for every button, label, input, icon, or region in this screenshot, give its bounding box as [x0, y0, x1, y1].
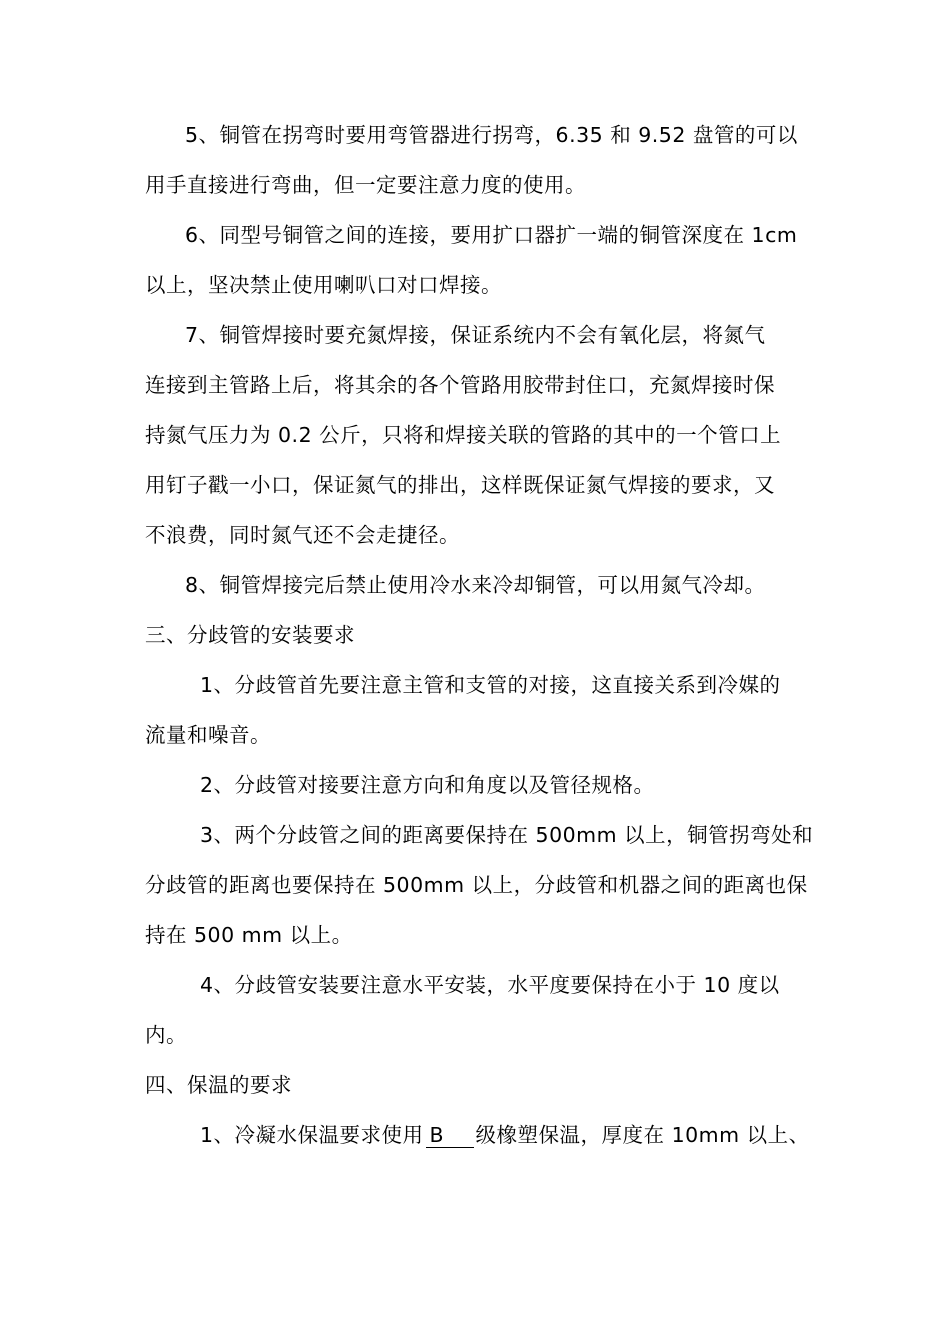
text-line: 8、铜管焊接完后禁止使用冷水来冷却铜管，可以用氮气冷却。 — [185, 573, 766, 597]
text-line: 用手直接进行弯曲，但一定要注意力度的使用。 — [145, 173, 586, 197]
text-line: 7、铜管焊接时要充氮焊接，保证系统内不会有氧化层，将氮气 — [185, 323, 766, 347]
text-line: 5、铜管在拐弯时要用弯管器进行拐弯，6.35 和 9.52 盘管的可以 — [185, 123, 798, 147]
fill-in-blank: B — [426, 1123, 474, 1148]
text-line-with-blank — [200, 1120, 950, 1150]
text-line: 持在 500 mm 以上。 — [145, 923, 353, 947]
section-heading: 三、分歧管的安装要求 — [145, 623, 355, 647]
text-line: 流量和噪音。 — [145, 723, 271, 747]
text-line: 2、分歧管对接要注意方向和角度以及管径规格。 — [200, 773, 655, 797]
line-prefix: 1、冷凝水保温要求使用 — [200, 1123, 424, 1147]
text-line: 内。 — [145, 1023, 187, 1047]
section-heading: 四、保温的要求 — [145, 1073, 292, 1097]
text-line: 分歧管的距离也要保持在 500mm 以上，分歧管和机器之间的距离也保 — [145, 873, 808, 897]
text-line: 4、分歧管安装要注意水平安装，水平度要保持在小于 10 度以 — [200, 973, 780, 997]
text-line: 以上，坚决禁止使用喇叭口对口焊接。 — [145, 273, 502, 297]
text-line: 3、两个分歧管之间的距离要保持在 500mm 以上，铜管拐弯处和 — [200, 823, 814, 847]
text-line: 6、同型号铜管之间的连接，要用扩口器扩一端的铜管深度在 1cm — [185, 223, 798, 247]
text-line: 1、分歧管首先要注意主管和支管的对接，这直接关系到冷媒的 — [200, 673, 781, 697]
text-line: 持氮气压力为 0.2 公斤，只将和焊接关联的管路的其中的一个管口上 — [145, 423, 782, 447]
text-line: 用钉子戳一小口，保证氮气的排出，这样既保证氮气焊接的要求，又 — [145, 473, 775, 497]
text-line: 不浪费，同时氮气还不会走捷径。 — [145, 523, 460, 547]
text-line: 连接到主管路上后，将其余的各个管路用胶带封住口，充氮焊接时保 — [145, 373, 775, 397]
line-suffix: 级橡塑保温，厚度在 10mm 以上、 — [475, 1123, 810, 1147]
